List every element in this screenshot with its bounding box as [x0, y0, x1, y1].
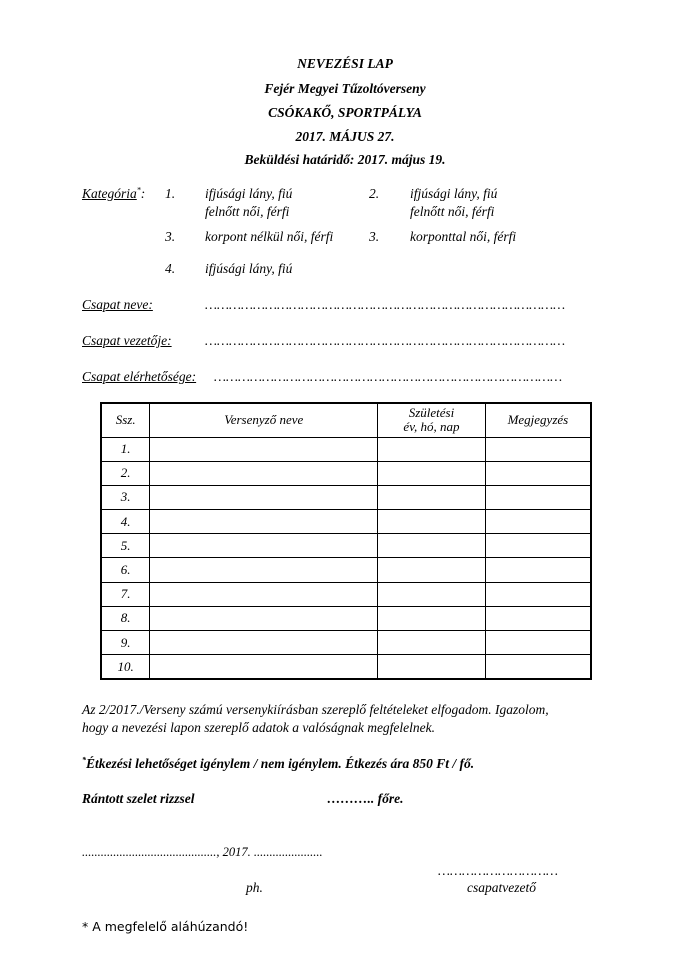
note-cell[interactable] — [485, 606, 591, 630]
category-3b-number: 3. — [369, 229, 380, 244]
team-leader-label: Csapat vezetője: — [82, 333, 172, 348]
category-4-label: ifjúsági lány, fiú — [205, 261, 293, 276]
row-number: 5. — [101, 534, 150, 558]
row-number: 2. — [101, 461, 150, 485]
category-2-number: 2. — [369, 186, 380, 201]
category-3a-number: 3. — [165, 229, 176, 244]
table-row — [101, 485, 591, 509]
event-venue: CSÓKAKŐ, SPORTPÁLYA — [268, 105, 422, 120]
header-note: Megjegyzés — [485, 403, 591, 437]
birth-date-cell[interactable] — [378, 631, 486, 655]
birth-date-cell[interactable] — [378, 606, 486, 630]
note-cell[interactable] — [485, 534, 591, 558]
team-leader-field[interactable]: ……………………………………………………………………………… — [205, 333, 566, 348]
team-leader-signature-label: csapatvezető — [467, 880, 536, 895]
competitor-name-cell[interactable] — [150, 461, 378, 485]
birth-date-cell[interactable] — [378, 485, 486, 509]
meal-dish: Rántott szelet rizzsel — [82, 791, 195, 806]
table-row — [101, 655, 591, 679]
team-contact-label: Csapat elérhetősége: — [82, 369, 197, 384]
meal-request: *Étkezési lehetőséget igénylem / nem igénylem. Étkezés ára 850 Ft / fő. — [82, 755, 475, 771]
header-birth-date: Születési év, hó, nap — [378, 403, 486, 437]
row-number: 10. — [101, 655, 150, 679]
table-row — [101, 510, 591, 534]
team-name-field[interactable]: ……………………………………………………………………………… — [205, 297, 566, 312]
category-2-line1: ifjúsági lány, fiú — [410, 186, 498, 201]
header-ssz: Ssz. — [101, 403, 150, 437]
competitor-name-cell[interactable] — [150, 558, 378, 582]
category-4-number: 4. — [165, 261, 176, 276]
competitor-name-cell[interactable] — [150, 631, 378, 655]
signature-line[interactable]: ………………………… — [438, 863, 559, 878]
birth-date-cell[interactable] — [378, 461, 486, 485]
declaration-line-2: hogy a nevezési lapon szereplő adatok a valóságnak megfelelnek. — [82, 720, 436, 735]
category-label: Kategória*: — [82, 185, 146, 201]
birth-date-cell[interactable] — [378, 582, 486, 606]
category-1-line1: ifjúsági lány, fiú — [205, 186, 293, 201]
note-cell[interactable] — [485, 510, 591, 534]
submission-deadline: Beküldési határidő: 2017. május 19. — [244, 152, 446, 167]
table-row — [101, 558, 591, 582]
table-row — [101, 582, 591, 606]
stamp-label: ph. — [246, 880, 263, 895]
category-3a-label: korpont nélkül női, férfi — [205, 229, 334, 244]
meal-count-field[interactable]: ……….. főre. — [327, 791, 404, 806]
row-number: 1. — [101, 437, 150, 461]
competitor-name-cell[interactable] — [150, 437, 378, 461]
category-1-number: 1. — [165, 186, 176, 201]
birth-date-cell[interactable] — [378, 534, 486, 558]
note-cell[interactable] — [485, 582, 591, 606]
competitor-name-cell[interactable] — [150, 534, 378, 558]
row-number: 7. — [101, 582, 150, 606]
note-cell[interactable] — [485, 558, 591, 582]
header-competitor-name: Versenyző neve — [150, 403, 378, 437]
note-cell[interactable] — [485, 437, 591, 461]
event-date: 2017. MÁJUS 27. — [295, 129, 395, 144]
team-name-label: Csapat neve: — [82, 297, 153, 312]
footnote: * A megfelelő aláhúzandó! — [82, 919, 249, 934]
competitor-name-cell[interactable] — [150, 485, 378, 509]
row-number: 3. — [101, 485, 150, 509]
declaration-line-1: Az 2/2017./Verseny számú versenykiírásban szereplő feltételeket elfogadom. Igazolom, — [82, 702, 549, 717]
document-title: NEVEZÉSI LAP — [297, 56, 393, 71]
competitor-name-cell[interactable] — [150, 606, 378, 630]
note-cell[interactable] — [485, 655, 591, 679]
birth-date-cell[interactable] — [378, 558, 486, 582]
category-3b-label: korponttal női, férfi — [410, 229, 517, 244]
competitor-name-cell[interactable] — [150, 582, 378, 606]
table-row — [101, 534, 591, 558]
competitor-name-cell[interactable] — [150, 655, 378, 679]
note-cell[interactable] — [485, 485, 591, 509]
birth-date-cell[interactable] — [378, 655, 486, 679]
competitor-name-cell[interactable] — [150, 510, 378, 534]
table-row — [101, 631, 591, 655]
note-cell[interactable] — [485, 461, 591, 485]
place-date-field[interactable]: ..........................................., 2017. ...................... — [82, 845, 323, 859]
row-number: 9. — [101, 631, 150, 655]
table-row — [101, 437, 591, 461]
birth-date-cell[interactable] — [378, 510, 486, 534]
event-name: Fejér Megyei Tűzoltóverseny — [264, 81, 426, 96]
competitor-table — [100, 402, 592, 680]
birth-date-cell[interactable] — [378, 437, 486, 461]
row-number: 6. — [101, 558, 150, 582]
table-header-row — [101, 403, 591, 437]
note-cell[interactable] — [485, 631, 591, 655]
table-row — [101, 461, 591, 485]
row-number: 4. — [101, 510, 150, 534]
row-number: 8. — [101, 606, 150, 630]
team-contact-field[interactable]: …………………………………………………………………………… — [214, 369, 563, 384]
table-row — [101, 606, 591, 630]
category-1-line2: felnőtt női, férfi — [205, 204, 290, 219]
category-2-line2: felnőtt női, férfi — [410, 204, 495, 219]
